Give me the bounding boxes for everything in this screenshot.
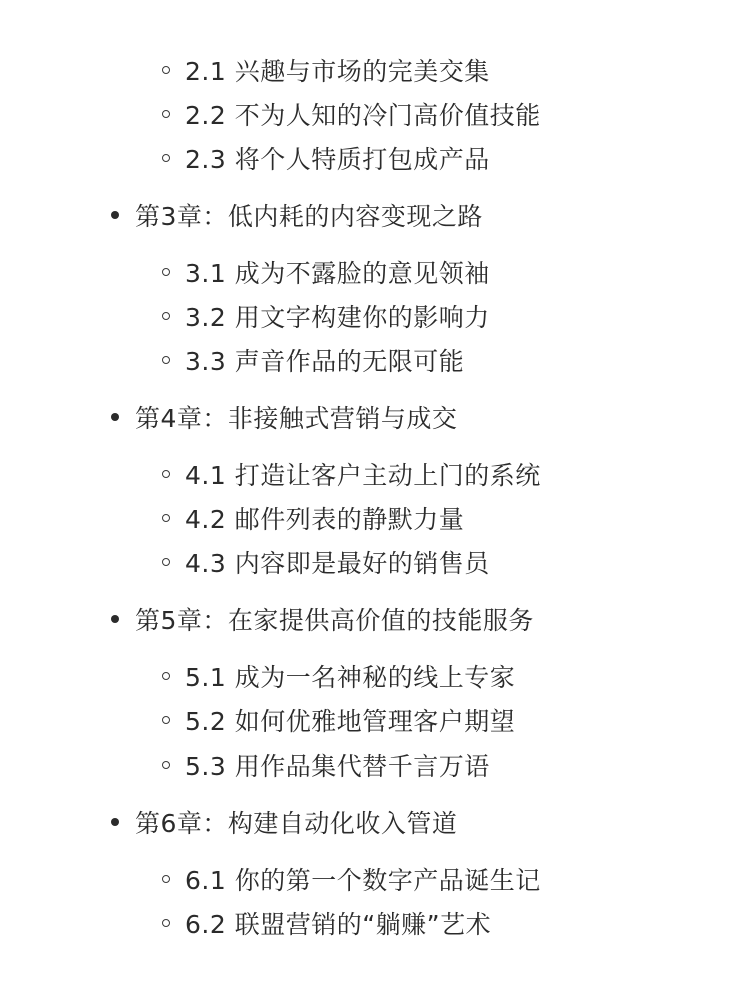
- list-item-text: 3.2 用文字构建你的影响力: [185, 303, 490, 332]
- hollow-bullet-icon: [162, 268, 170, 276]
- solid-bullet-icon: [111, 615, 119, 623]
- list-item-text: 2.1 兴趣与市场的完美交集: [185, 57, 490, 86]
- list-item-text: 5.3 用作品集代替千言万语: [185, 752, 490, 781]
- chapter-title: 第6章：构建自动化收入管道: [135, 809, 458, 838]
- list-item: [162, 656, 515, 696]
- list-item: [162, 745, 490, 785]
- hollow-bullet-icon: [162, 154, 170, 162]
- list-item-text: 4.1 打造让客户主动上门的系统: [185, 461, 541, 490]
- hollow-bullet-icon: [162, 761, 170, 769]
- hollow-bullet-icon: [162, 66, 170, 74]
- hollow-bullet-icon: [162, 716, 170, 724]
- list-item: [162, 454, 541, 494]
- solid-bullet-icon: [111, 818, 119, 826]
- list-item-text: 2.3 将个人特质打包成产品: [185, 145, 490, 174]
- chapter-title: 第3章：低内耗的内容变现之路: [135, 202, 483, 231]
- list-item: [162, 50, 490, 90]
- hollow-bullet-icon: [162, 875, 170, 883]
- list-item-text: 5.2 如何优雅地管理客户期望: [185, 707, 516, 736]
- chapter-item: [111, 802, 457, 842]
- list-item-text: 3.3 声音作品的无限可能: [185, 347, 465, 376]
- hollow-bullet-icon: [162, 470, 170, 478]
- list-item: [162, 340, 464, 380]
- list-item: [162, 542, 490, 582]
- solid-bullet-icon: [111, 413, 119, 421]
- list-item: [162, 700, 515, 740]
- list-item-text: 4.2 邮件列表的静默力量: [185, 505, 465, 534]
- list-item-text: 6.1 你的第一个数字产品诞生记: [185, 866, 541, 895]
- chapter-title: 第4章：非接触式营销与成交: [135, 404, 458, 433]
- solid-bullet-icon: [111, 211, 119, 219]
- hollow-bullet-icon: [162, 919, 170, 927]
- list-item: [162, 903, 491, 943]
- hollow-bullet-icon: [162, 514, 170, 522]
- hollow-bullet-icon: [162, 672, 170, 680]
- chapter-item: [111, 195, 483, 235]
- list-item-text: 6.2 联盟营销的“躺赚”艺术: [185, 910, 492, 939]
- hollow-bullet-icon: [162, 110, 170, 118]
- chapter-title: 第5章：在家提供高价值的技能服务: [135, 606, 534, 635]
- chapter-item: [111, 397, 457, 437]
- list-item: [162, 859, 541, 899]
- hollow-bullet-icon: [162, 312, 170, 320]
- hollow-bullet-icon: [162, 558, 170, 566]
- list-item-text: 4.3 内容即是最好的销售员: [185, 549, 490, 578]
- list-item: [162, 498, 464, 538]
- list-item: [162, 138, 490, 178]
- list-item-text: 5.1 成为一名神秘的线上专家: [185, 663, 516, 692]
- list-item: [162, 252, 490, 292]
- chapter-item: [111, 599, 534, 639]
- list-item: [162, 94, 541, 134]
- list-item: [162, 296, 490, 336]
- hollow-bullet-icon: [162, 356, 170, 364]
- list-item-text: 3.1 成为不露脸的意见领袖: [185, 259, 490, 288]
- list-item-text: 2.2 不为人知的冷门高价值技能: [185, 101, 541, 130]
